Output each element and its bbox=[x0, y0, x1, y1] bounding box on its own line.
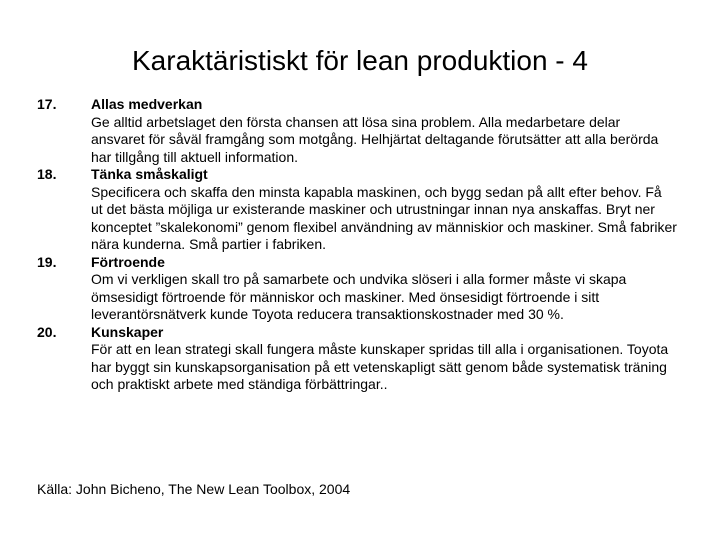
item-body bbox=[91, 96, 677, 166]
item-number: 19. bbox=[37, 253, 57, 270]
list-item bbox=[37, 166, 677, 254]
item-text: Ge alltid arbetslaget den första chansen att lösa sina problem. Alla medarbetare delar ansvaret för såväl framgång som motgång. Helhjärtat deltagande förutsätter att alla berörda har tillgång till aktuell information. bbox=[91, 113, 659, 165]
item-heading: Allas medverkan bbox=[91, 96, 203, 112]
list-item bbox=[37, 96, 677, 166]
item-text: För att en lean strategi skall fungera måste kunskaper spridas till alla i organisationen. Toyota har byggt sin kunskapsorganisation på ett vetenskapligt sätt genom både systematisk träning och praktiskt arbete med ständiga förbättringar.. bbox=[91, 341, 669, 392]
list-item bbox=[37, 254, 677, 324]
item-number: 20. bbox=[37, 323, 57, 340]
item-text: Om vi verkligen skall tro på samarbete och undvika slöseri i alla former måste vi skapa ömsesidigt förtroende för människor och maskiner. Med önsesidigt förtroende i sitt leverantörsnätverk kunde Toyota reducera transaktionskostnader med 30 %. bbox=[91, 271, 627, 322]
item-text: Specificera och skaffa den minsta kapabla maskinen, och bygg sedan på allt efter behov. Få ut det bästa möjliga ur existerande maskiner och utrustningar innan nya anskaffas. Bryt ner konceptet ”skalekonomi” genom flexibel användning av människior och maskiner. Små fabriker nära kunderna. Små partier i fabriken. bbox=[91, 183, 677, 252]
item-number: 18. bbox=[37, 166, 57, 182]
item-body bbox=[91, 324, 677, 394]
item-heading: Tänka småskaligt bbox=[91, 166, 208, 182]
list-item bbox=[37, 324, 677, 394]
source-citation: Källa: John Bicheno, The New Lean Toolbox, 2004 bbox=[37, 481, 351, 497]
item-number: 17. bbox=[37, 96, 57, 112]
slide-title: Karaktäristiskt för lean produktion - 4 bbox=[132, 45, 588, 76]
item-heading: Kunskaper bbox=[91, 323, 164, 340]
item-body bbox=[91, 254, 677, 324]
numbered-list bbox=[37, 96, 677, 394]
item-body bbox=[91, 166, 677, 254]
item-heading: Förtroende bbox=[91, 253, 165, 270]
